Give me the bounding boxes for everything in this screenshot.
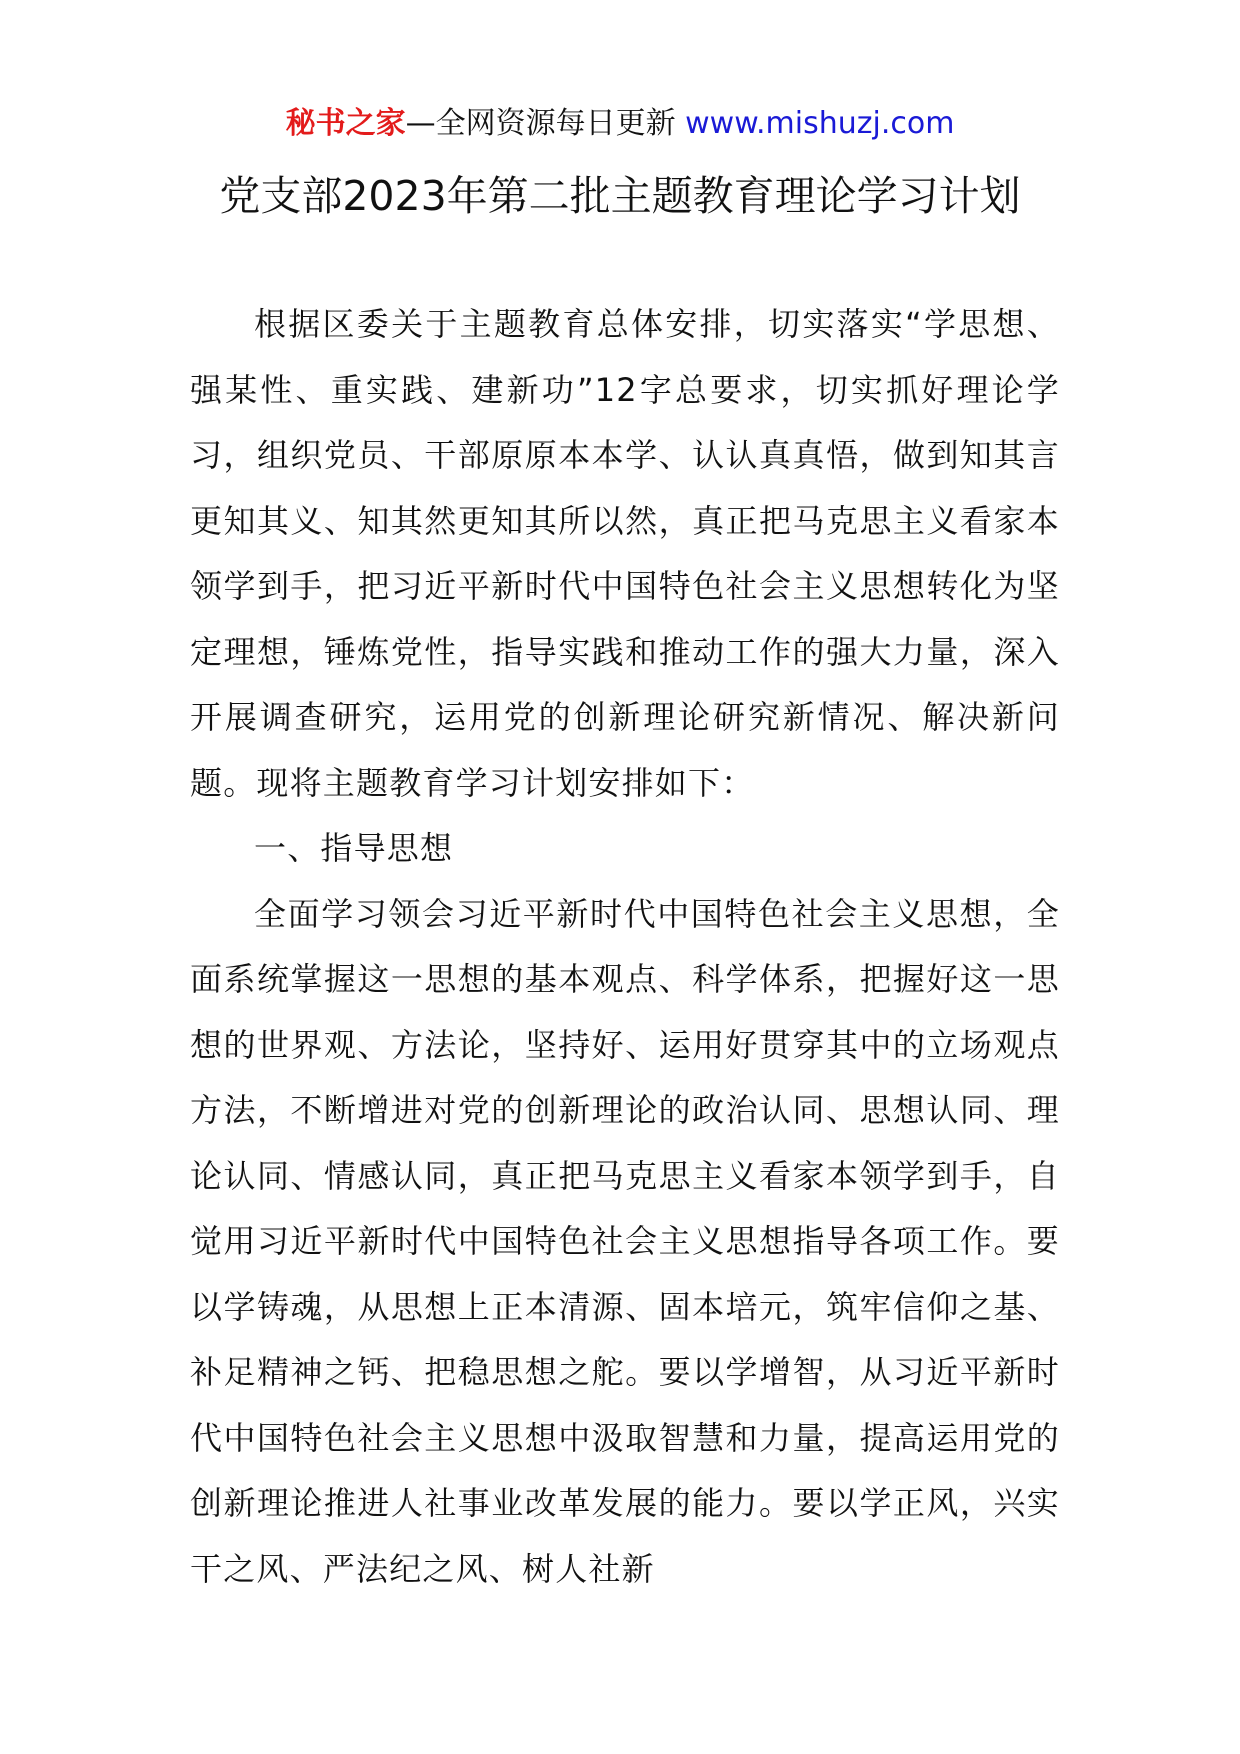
site-url-link[interactable]: www.mishuzj.com <box>685 106 955 141</box>
site-header <box>0 98 1240 150</box>
section-heading-guiding-ideology: 一、指导思想 <box>254 829 454 867</box>
site-brand: 秘书之家 <box>285 106 406 141</box>
document-title: 党支部2023年第二批主题教育理论学习计划 <box>219 172 1021 220</box>
intro-paragraph: 根据区委关于主题教育总体安排，切实落实“学思想、强某性、重实践、建新功”12字总要求，切实抓好理论学习，组织党员、干部原原本本学、认认真真悟，做到知其言更知其义、知其然更知其所以然，真正把马克思主义看家本领学到手，把习近平新时代中国特色社会主义思想转化为坚定理想，锤炼党性，指导实践和推动工作的强大力量，深入开展调查研究，运用党的创新理论研究新情况、解决新问题。现将主题教育学习计划安排如下： <box>190 305 1060 802</box>
section-paragraph-guiding-ideology: 全面学习领会习近平新时代中国特色社会主义思想，全面系统掌握这一思想的基本观点、科学体系，把握好这一思想的世界观、方法论，坚持好、运用好贯穿其中的立场观点方法，不断增进对党的创新理论的政治认同、思想认同、理论认同、情感认同，真正把马克思主义看家本领学到手，自觉用习近平新时代中国特色社会主义思想指导各项工作。要以学铸魂，从思想上正本清源、固本培元，筑牢信仰之基、补足精神之钙、把稳思想之舵。要以学增智，从习近平新时代中国特色社会主义思想中汲取智慧和力量，提高运用党的创新理论推进人社事业改革发展的能力。要以学正风，兴实干之风、严法纪之风、树人社新 <box>190 894 1060 1588</box>
document-body <box>190 292 1060 1602</box>
site-tagline: —全网资源每日更新 <box>405 106 676 141</box>
